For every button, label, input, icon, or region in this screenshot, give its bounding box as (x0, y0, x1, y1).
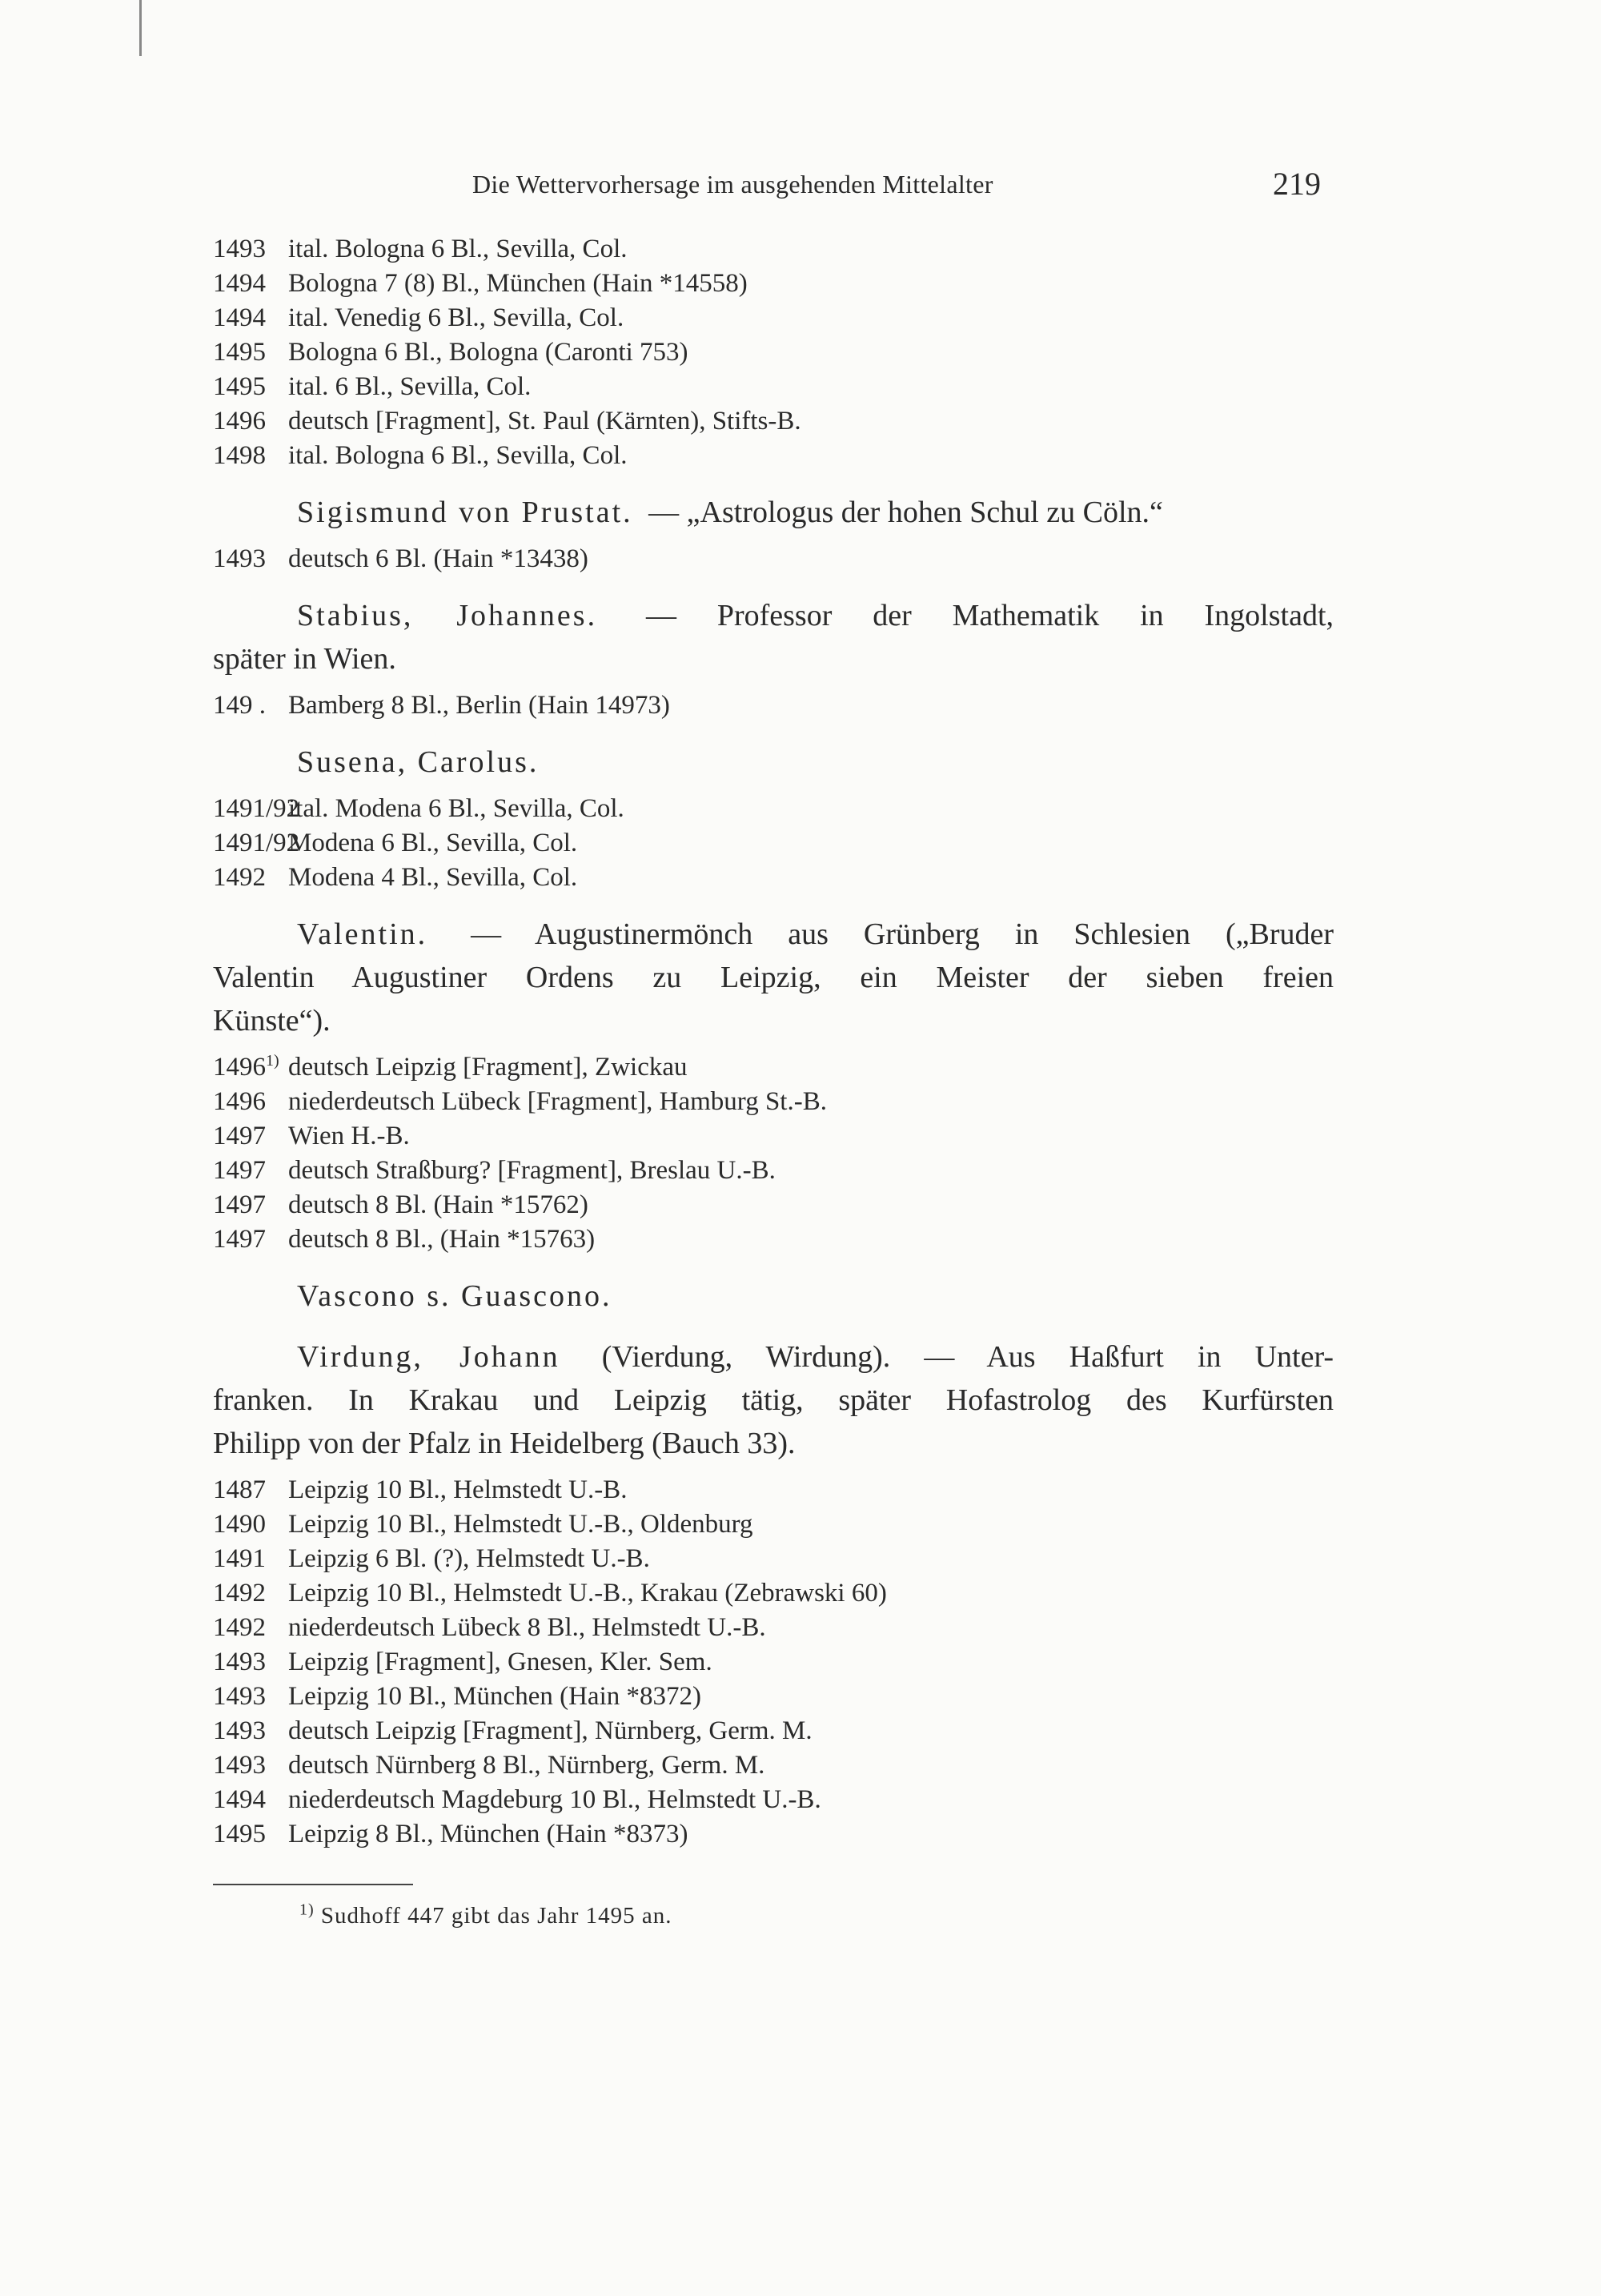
author-description: (Vierdung, Wirdung). — Aus Haßfurt in Unter- (601, 1340, 1334, 1374)
author-heading-virdung (213, 1335, 1334, 1465)
author-description-continuation: Künste“). (213, 1004, 331, 1038)
list-item (213, 826, 1334, 861)
entry-text: Leipzig 10 Bl., Helmstedt U.-B., Oldenburg (288, 1510, 753, 1539)
entry-year: 1495 (213, 338, 266, 367)
entry-text: ital. Bologna 6 Bl., Sevilla, Col. (288, 441, 628, 470)
list-item (213, 542, 1334, 576)
entry-text: deutsch [Fragment], St. Paul (Kärnten), Stifts-B. (288, 407, 801, 436)
list-item (213, 1222, 1334, 1257)
entry-text: Leipzig [Fragment], Gnesen, Kler. Sem. (288, 1648, 712, 1676)
list-item (213, 1748, 1334, 1783)
author-description: — Augustinermönch aus Grünberg in Schlesien („Bruder (471, 917, 1334, 951)
entry-year: 1491/92 (213, 794, 300, 823)
list-item (213, 439, 1334, 473)
entry-list-continued (213, 232, 1334, 473)
entry-text: Leipzig 10 Bl., Helmstedt U.-B. (288, 1475, 628, 1504)
list-item (213, 1050, 1334, 1085)
footnote (213, 1900, 1334, 1932)
list-item (213, 370, 1334, 404)
entry-text: Bologna 6 Bl., Bologna (Caronti 753) (288, 338, 688, 367)
author-description-continuation: Valentin Augustiner Ordens zu Leipzig, ein Meister der sieben freien (213, 961, 1334, 994)
page-number: 219 (1273, 166, 1321, 202)
entry-text: Leipzig 10 Bl., München (Hain *8372) (288, 1682, 701, 1711)
entry-text: ital. Venedig 6 Bl., Sevilla, Col. (288, 303, 624, 332)
list-item (213, 1119, 1334, 1154)
footnote-divider (213, 1884, 413, 1885)
entry-year: 1491/92 (213, 829, 300, 857)
list-item (213, 301, 1334, 335)
entry-text: niederdeutsch Lübeck [Fragment], Hamburg St.-B. (288, 1087, 827, 1116)
author-description: — Professor der Mathematik in Ingolstadt, (645, 599, 1334, 632)
entry-year: 1493 (213, 1751, 266, 1780)
entry-text: deutsch Leipzig [Fragment], Nürnberg, Germ. M. (288, 1716, 813, 1745)
list-item (213, 1576, 1334, 1611)
list-item (213, 267, 1334, 301)
entry-year: 1491 (213, 1544, 266, 1573)
list-item (213, 688, 1334, 723)
list-item (213, 792, 1334, 826)
entry-year: 1497 (213, 1122, 266, 1150)
page-header (472, 166, 1321, 205)
author-heading-susena (213, 741, 1334, 784)
author-heading-vascono (213, 1274, 1334, 1318)
entry-text: deutsch 8 Bl., (Hain *15763) (288, 1225, 596, 1254)
entry-year: 1492 (213, 1579, 266, 1608)
entry-year: 1497 (213, 1156, 266, 1185)
footnote-text: Sudhoff 447 gibt das Jahr 1495 an. (320, 1903, 672, 1929)
entry-year: 1493 (213, 1716, 266, 1745)
entry-year: 1487 (213, 1475, 266, 1504)
entry-year: 1493 (213, 235, 266, 263)
author-description-continuation: franken. In Krakau und Leipzig tätig, später Hofastrolog des Kurfürsten (213, 1383, 1334, 1417)
page-content (213, 232, 1334, 1932)
entry-year: 1493 (213, 1648, 266, 1676)
entry-year: 1495 (213, 1820, 266, 1848)
list-item (213, 335, 1334, 370)
author-heading-sigismund (213, 491, 1334, 534)
entry-text: deutsch Leipzig [Fragment], Zwickau (288, 1053, 688, 1082)
entry-text: ital. Modena 6 Bl., Sevilla, Col. (288, 794, 624, 823)
entry-text: ital. 6 Bl., Sevilla, Col. (288, 372, 532, 401)
author-name: Sigismund von Prustat. (297, 496, 633, 529)
entry-year: 1490 (213, 1510, 266, 1539)
list-item (213, 1542, 1334, 1576)
entry-text: deutsch 8 Bl. (Hain *15762) (288, 1190, 588, 1219)
author-name: Vascono s. Guascono. (297, 1279, 612, 1313)
author-name: Valentin. (297, 917, 428, 951)
list-item (213, 1714, 1334, 1748)
author-name: Virdung, Johann (297, 1340, 560, 1374)
entry-text: Modena 4 Bl., Sevilla, Col. (288, 863, 578, 892)
entry-text: Wien H.-B. (288, 1122, 410, 1150)
entry-year: 1497 (213, 1190, 266, 1219)
entry-text: deutsch Straßburg? [Fragment], Breslau U.-B. (288, 1156, 776, 1185)
list-item (213, 1188, 1334, 1222)
page-crease-mark (139, 0, 142, 56)
entry-text: Bologna 7 (8) Bl., München (Hain *14558) (288, 269, 748, 298)
entry-year: 1496 (213, 1053, 266, 1082)
entry-text: Leipzig 6 Bl. (?), Helmstedt U.-B. (288, 1544, 650, 1573)
author-name: Stabius, Johannes. (297, 599, 598, 632)
entry-text: deutsch Nürnberg 8 Bl., Nürnberg, Germ. M. (288, 1751, 765, 1780)
entry-year: 1497 (213, 1225, 266, 1254)
entry-year: 1495 (213, 372, 266, 401)
list-item (213, 1680, 1334, 1714)
entry-text: Leipzig 8 Bl., München (Hain *8373) (288, 1820, 688, 1848)
entry-year: 149 . (213, 691, 266, 720)
author-heading-stabius (213, 594, 1334, 680)
entry-text: Bamberg 8 Bl., Berlin (Hain 14973) (288, 691, 670, 720)
entry-text: Leipzig 10 Bl., Helmstedt U.-B., Krakau (Zebrawski 60) (288, 1579, 887, 1608)
author-description-continuation: Philipp von der Pfalz in Heidelberg (Bauch 33). (213, 1427, 796, 1460)
entry-year: 1493 (213, 1682, 266, 1711)
entry-year: 1496 (213, 407, 266, 436)
author-heading-valentin (213, 913, 1334, 1042)
entry-year: 1492 (213, 863, 266, 892)
entry-year: 1498 (213, 441, 266, 470)
footnote-marker: 1) (299, 1901, 315, 1919)
entry-text: Modena 6 Bl., Sevilla, Col. (288, 829, 578, 857)
list-item (213, 1817, 1334, 1852)
list-item (213, 861, 1334, 895)
list-item (213, 404, 1334, 439)
entry-year: 1494 (213, 1785, 266, 1814)
list-item (213, 1611, 1334, 1645)
footnote-reference: 1) (266, 1052, 279, 1070)
entry-year: 1496 (213, 1087, 266, 1116)
running-title: Die Wettervorhersage im ausgehenden Mittelalter (472, 170, 993, 199)
list-item (213, 232, 1334, 267)
list-item (213, 1154, 1334, 1188)
entry-text: niederdeutsch Magdeburg 10 Bl., Helmstedt U.-B. (288, 1785, 821, 1814)
entry-year: 1494 (213, 269, 266, 298)
entry-text: ital. Bologna 6 Bl., Sevilla, Col. (288, 235, 628, 263)
list-item (213, 1085, 1334, 1119)
list-item (213, 1473, 1334, 1507)
list-item (213, 1645, 1334, 1680)
entry-text: niederdeutsch Lübeck 8 Bl., Helmstedt U.-B. (288, 1613, 766, 1642)
entry-year: 1493 (213, 544, 266, 573)
list-item (213, 1783, 1334, 1817)
list-item (213, 1507, 1334, 1542)
author-description-continuation: später in Wien. (213, 642, 396, 676)
author-description: — „Astrologus der hohen Schul zu Cöln.“ (648, 496, 1163, 529)
entry-year: 1494 (213, 303, 266, 332)
entry-text: deutsch 6 Bl. (Hain *13438) (288, 544, 588, 573)
entry-year: 1492 (213, 1613, 266, 1642)
author-name: Susena, Carolus. (297, 745, 540, 779)
